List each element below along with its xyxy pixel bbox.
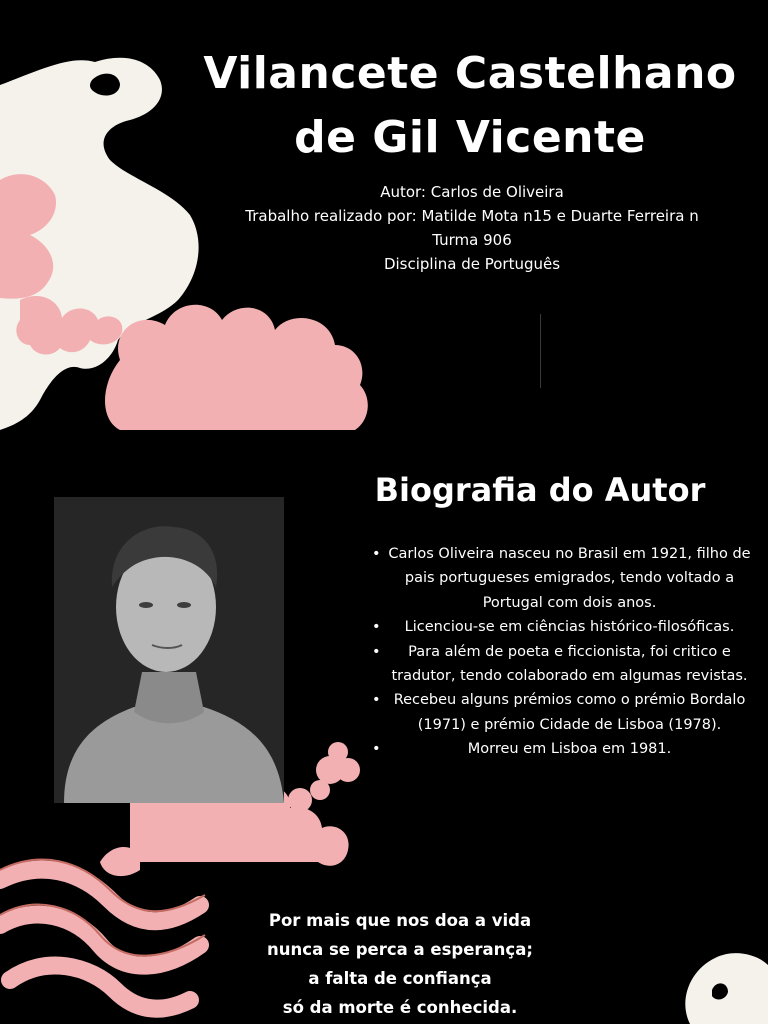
quote-line-2: nunca se perca a esperança; (267, 940, 533, 959)
author-photo (54, 497, 284, 803)
class-line: Turma 906 (432, 231, 512, 249)
work-by-line: Trabalho realizado por: Matilde Mota n15 e Duarte Ferreira n (245, 207, 699, 225)
list-item: • Morreu em Lisboa em 1981. (370, 737, 755, 761)
quote-line-1: Por mais que nos doa a vida (268, 911, 532, 930)
poem-quote (240, 906, 560, 1022)
title-line-1: Vilancete Castelhano (203, 48, 737, 99)
subject-line: Disciplina de Português (383, 255, 561, 273)
quote-line-3: a falta de confiança (308, 969, 492, 988)
list-item: • Para além de poeta e ficcionista, foi critico e tradutor, tendo colaborado em algumas revistas. (370, 640, 755, 689)
biography-list (370, 542, 755, 762)
author-portrait-icon (54, 497, 284, 803)
quote-line-4: só da morte é conhecida. (282, 998, 518, 1017)
list-item: • Licenciou-se em ciências histórico-filosóficas. (370, 615, 755, 639)
biography-title: Biografia do Autor (374, 471, 706, 509)
page-title (170, 42, 768, 170)
pink-swirl-bottom-left (0, 870, 200, 1009)
divider-line (540, 314, 541, 388)
list-item: • Carlos Oliveira nasceu no Brasil em 1921, filho de pais portugueses emigrados, tendo voltado a Portugal com dois anos. (370, 542, 755, 615)
title-line-2: de Gil Vicente (294, 112, 646, 163)
project-info (180, 180, 764, 276)
list-item: • Recebeu alguns prémios como o prémio Bordalo (1971) e prémio Cidade de Lisboa (1978). (370, 688, 755, 737)
author-line: Autor: Carlos de Oliveira (380, 183, 564, 201)
